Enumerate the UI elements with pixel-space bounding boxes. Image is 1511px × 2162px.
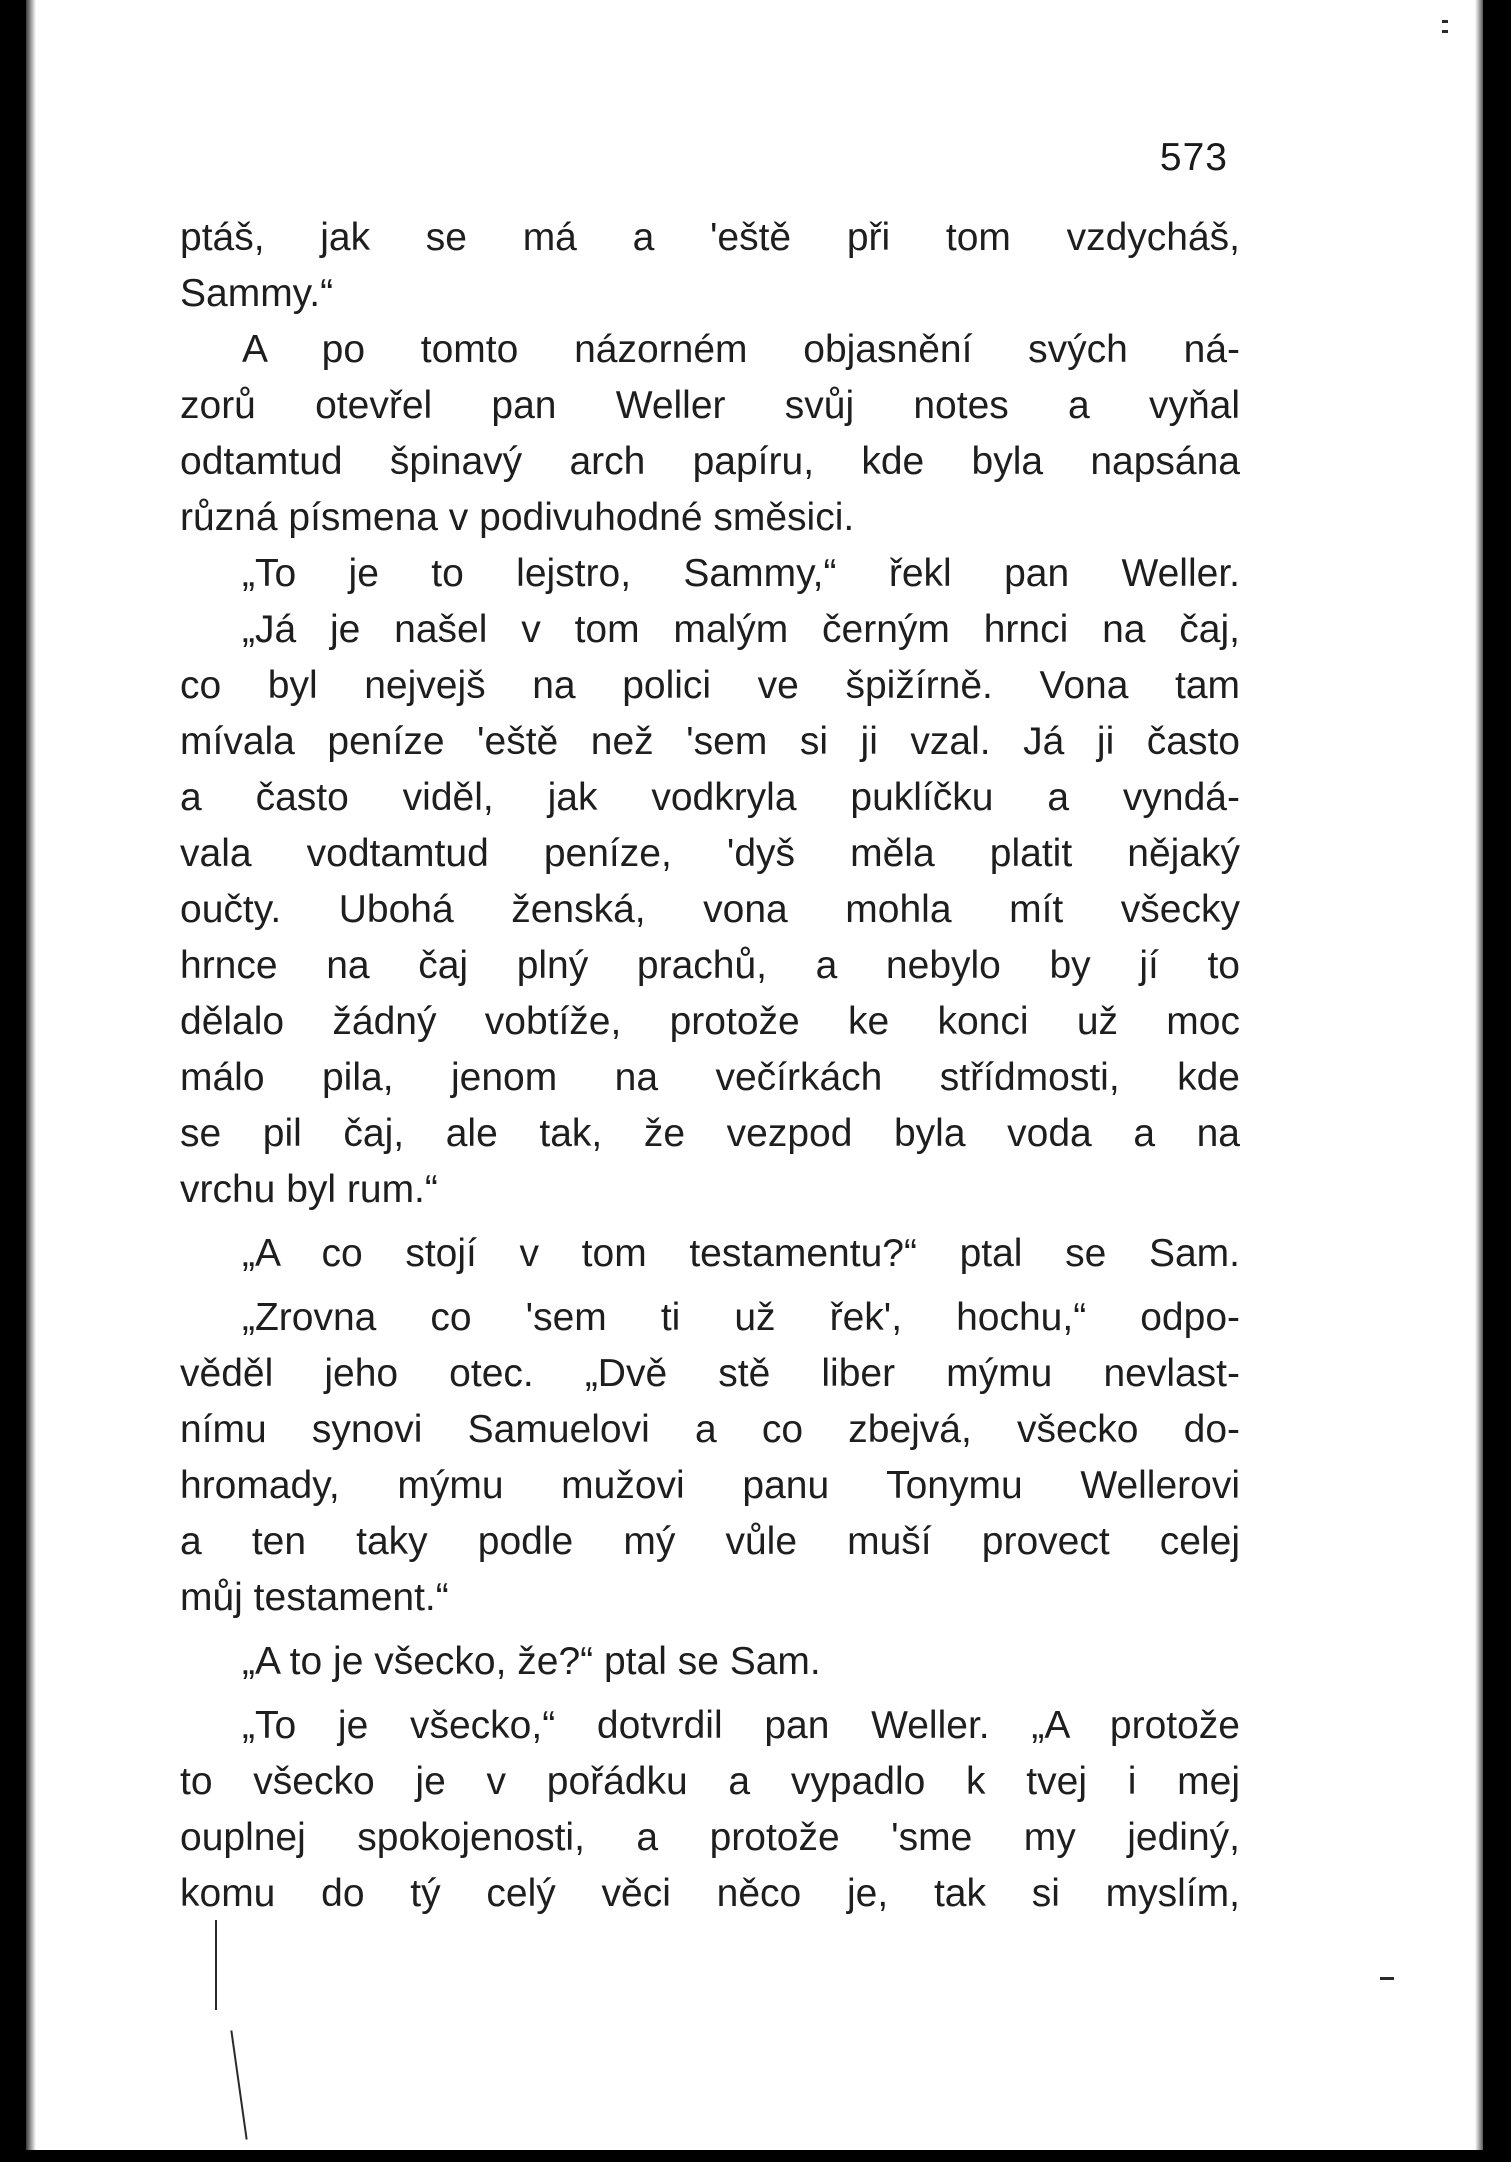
text-line: „Já je našel v tom malým černým hrnci na čaj, <box>242 608 1240 651</box>
text-line: zorů otevřel pan Weller svůj notes a vyňal <box>180 384 1240 427</box>
scan-scratch <box>215 1920 217 2010</box>
text-line: „To je všecko,“ dotvrdil pan Weller. „A protože <box>242 1704 1240 1747</box>
scan-speck <box>1442 30 1448 33</box>
text-line: „A to je všecko, že?“ ptal se Sam. <box>242 1640 821 1683</box>
text-line: se pil čaj, ale tak, že vezpod byla voda a na <box>180 1112 1240 1155</box>
scan-right-edge <box>1483 0 1511 2162</box>
scan-scratch <box>230 2030 247 2139</box>
text-line: Sammy.“ <box>180 272 334 315</box>
text-line: to všecko je v pořádku a vypadlo k tvej i mej <box>180 1760 1240 1803</box>
text-line: „A co stojí v tom testamentu?“ ptal se Sam. <box>242 1232 1240 1275</box>
text-line: a ten taky podle mý vůle muší provect celej <box>180 1520 1240 1563</box>
text-line: A po tomto názorném objasnění svých ná- <box>242 328 1240 371</box>
text-line: různá písmena v podivuhodné směsici. <box>180 496 855 539</box>
scan-bottom-edge <box>0 2150 1511 2162</box>
body-text <box>180 210 1240 1922</box>
text-line: málo pila, jenom na večírkách střídmosti, kde <box>180 1056 1240 1099</box>
text-line: „To je to lejstro, Sammy,“ řekl pan Weller. <box>242 552 1240 595</box>
text-line: a často viděl, jak vodkryla puklíčku a vyndá- <box>180 776 1240 819</box>
text-line: vrchu byl rum.“ <box>180 1168 438 1211</box>
text-line: mívala peníze 'eště než 'sem si ji vzal. Já ji často <box>180 720 1240 763</box>
scan-left-shadow <box>26 0 36 2162</box>
text-line: věděl jeho otec. „Dvě stě liber mýmu nevlast- <box>180 1352 1240 1395</box>
text-line: nímu synovi Samuelovi a co zbejvá, všecko do- <box>180 1408 1240 1451</box>
scan-speck <box>1380 1977 1394 1980</box>
text-line: můj testament.“ <box>180 1576 449 1619</box>
scan-right-shadow <box>1475 0 1483 2162</box>
text-line: co byl nejvejš na polici ve špižírně. Vona tam <box>180 664 1240 707</box>
text-line: dělalo žádný vobtíže, protože ke konci už moc <box>180 1000 1240 1043</box>
text-line: odtamtud špinavý arch papíru, kde byla napsána <box>180 440 1240 483</box>
page-number: 573 <box>1159 136 1228 179</box>
text-line: ptáš, jak se má a 'eště při tom vzdycháš, <box>180 216 1240 259</box>
text-line: oučty. Ubohá ženská, vona mohla mít všecky <box>180 888 1240 931</box>
scan-speck <box>1442 20 1448 23</box>
text-line: ouplnej spokojenosti, a protože 'sme my jediný, <box>180 1816 1240 1859</box>
text-line: komu do tý celý věci něco je, tak si myslím, <box>180 1872 1240 1915</box>
text-line: „Zrovna co 'sem ti už řek', hochu,“ odpo- <box>242 1296 1240 1339</box>
scan-left-edge <box>0 0 26 2162</box>
text-line: hrnce na čaj plný prachů, a nebylo by jí to <box>180 944 1240 987</box>
text-line: vala vodtamtud peníze, 'dyš měla platit nějaký <box>180 832 1240 875</box>
text-line: hromady, mýmu mužovi panu Tonymu Wellerovi <box>180 1464 1240 1507</box>
